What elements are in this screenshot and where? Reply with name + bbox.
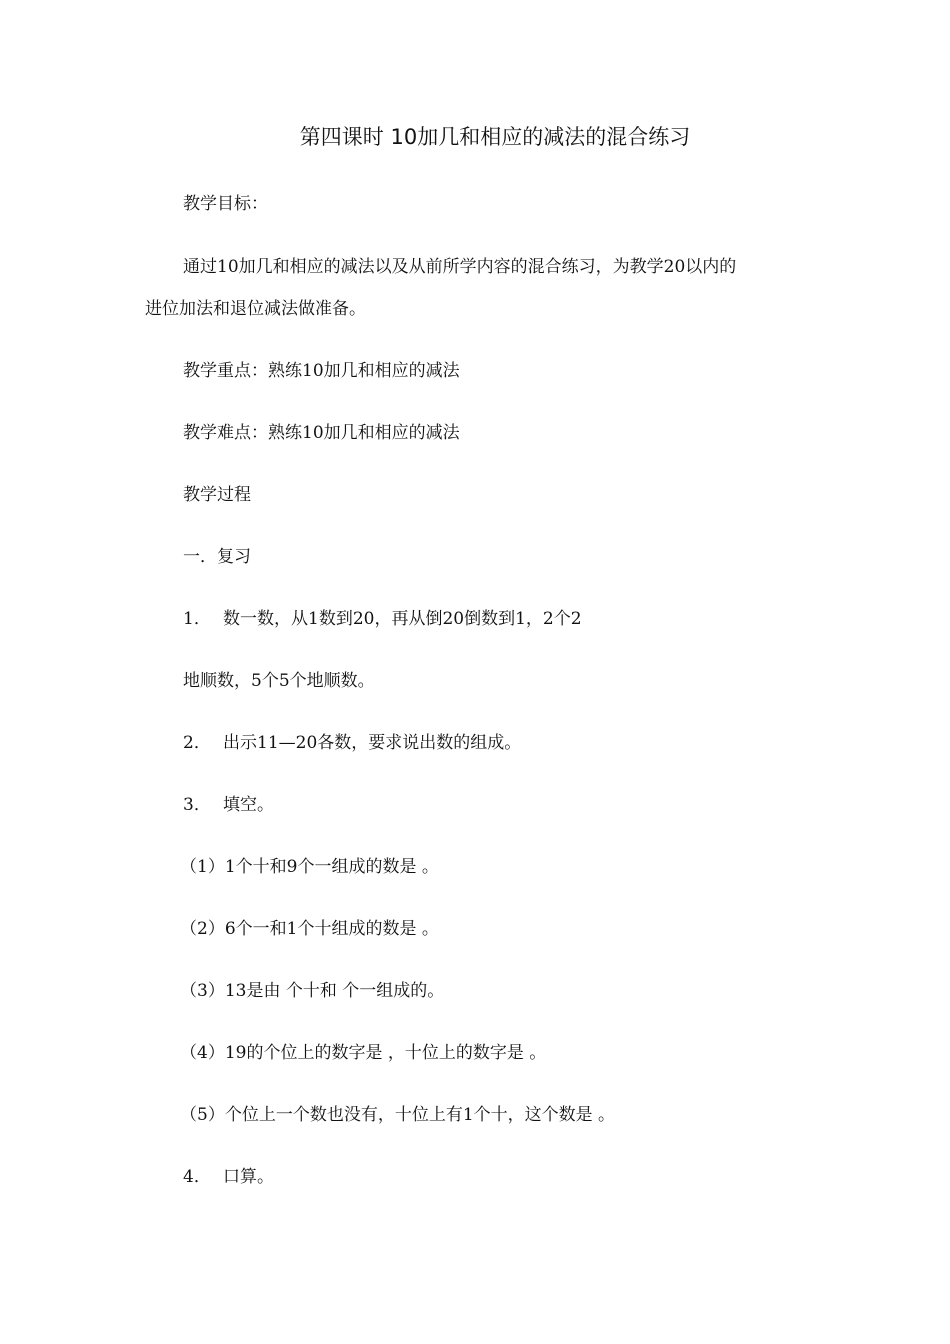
key-point: 教学重点：熟练10加几和相应的减法 <box>183 361 460 381</box>
objective-text-line-1: 通过10加几和相应的减法以及从前所学内容的混合练习，为教学20以内的 <box>183 257 737 277</box>
fill-blank-1: （1）1个十和9个一组成的数是 。 <box>180 857 439 877</box>
list-item-4-number: 4． <box>183 1167 211 1187</box>
list-item-4 <box>183 1165 274 1189</box>
document-title: 第四课时 10加几和相应的减法的混合练习 <box>299 125 691 149</box>
list-item-3-number: 3． <box>183 795 211 815</box>
fill-blank-5: （5）个位上一个数也没有，十位上有1个十，这个数是 。 <box>180 1105 616 1125</box>
objective-text-line-2: 进位加法和退位减法做准备。 <box>145 299 366 319</box>
list-item-1 <box>183 607 582 631</box>
list-item-1-number: 1． <box>183 609 211 629</box>
list-item-3-text: 填空。 <box>223 795 274 815</box>
process-heading: 教学过程 <box>183 485 251 505</box>
list-item-2 <box>183 731 521 755</box>
list-item-1-continuation: 地顺数，5个5个地顺数。 <box>183 671 375 691</box>
list-item-2-text: 出示11—20各数，要求说出数的组成。 <box>223 733 522 753</box>
list-item-1-text: 数一数，从1数到20，再从倒20倒数到1，2个2 <box>223 609 582 629</box>
objective-heading: 教学目标： <box>183 194 268 214</box>
fill-blank-3: （3）13是由 个十和 个一组成的。 <box>180 981 445 1001</box>
section-review-heading: 一．复习 <box>183 547 251 567</box>
difficult-point: 教学难点：熟练10加几和相应的减法 <box>183 423 460 443</box>
list-item-4-text: 口算。 <box>223 1167 274 1187</box>
list-item-2-number: 2． <box>183 733 211 753</box>
fill-blank-2: （2）6个一和1个十组成的数是 。 <box>180 919 439 939</box>
list-item-3 <box>183 793 274 817</box>
fill-blank-4: （4）19的个位上的数字是 ，十位上的数字是 。 <box>180 1043 547 1063</box>
